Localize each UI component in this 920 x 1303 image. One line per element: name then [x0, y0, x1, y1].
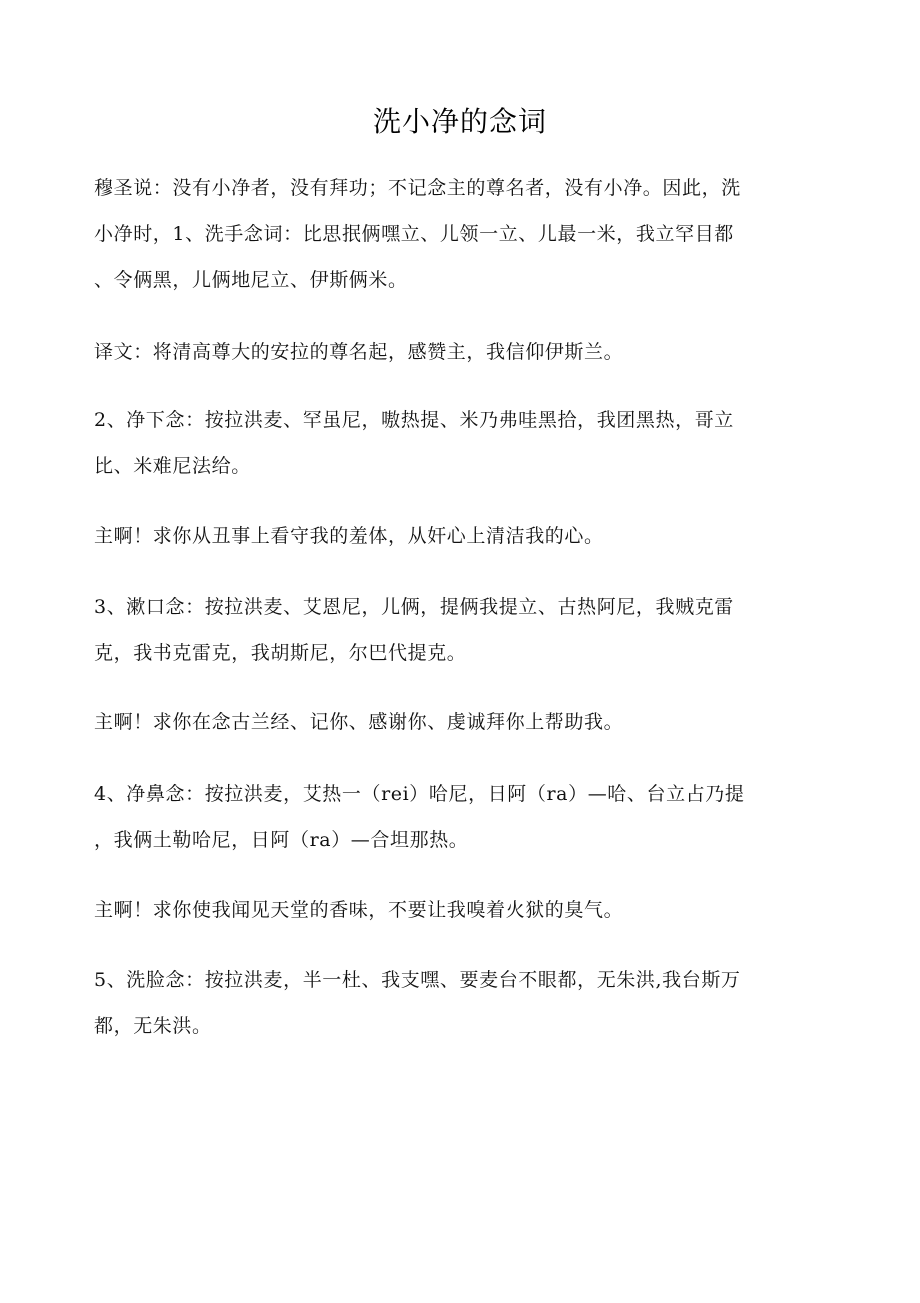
paragraph-line: 克，我书克雷克，我胡斯尼，尔巴代提克。 [94, 642, 467, 664]
paragraph-section-3 [94, 584, 808, 676]
paragraph-translation-1 [94, 329, 808, 375]
paragraph-line: 3、漱口念：按拉洪麦、艾恩尼，儿俩，提俩我提立、古热阿尼，我贼克雷 [94, 596, 734, 618]
paragraph-translation-2 [94, 513, 808, 559]
paragraph-line: 都，无朱洪。 [94, 1015, 212, 1037]
paragraph-section-4 [94, 771, 808, 863]
paragraph-translation-4 [94, 887, 808, 933]
paragraph-line: ，我俩土勒哈尼，日阿（ra）—合坦那热。 [94, 829, 469, 851]
paragraph-line: 主啊！求你使我闻见天堂的香味，不要让我嗅着火狱的臭气。 [94, 899, 624, 921]
paragraph-line: 2、净下念：按拉洪麦、罕虽尼，嗷热提、米乃弗哇黑拾，我团黑热，哥立 [94, 409, 734, 431]
paragraph-line: 5、洗脸念：按拉洪麦，半一杜、我支嘿、要麦台不眼都，无朱洪,我台斯万 [94, 969, 741, 991]
paragraph-line: 小净时，1、洗手念词：比思抿俩嘿立、儿领一立、儿最一米，我立罕目都 [94, 223, 734, 245]
paragraph-line: 主啊！求你在念古兰经、记你、感谢你、虔诚拜你上帮助我。 [94, 711, 624, 733]
paragraph-intro [94, 165, 808, 303]
paragraph-line: 4、净鼻念：按拉洪麦，艾热一（rei）哈尼，日阿（ra）—哈、台立占乃提 [94, 783, 745, 805]
paragraph-section-5 [94, 957, 808, 1049]
document-title: 洗小净的念词 [372, 105, 547, 138]
paragraph-line: 、令俩黑，儿俩地尼立、伊斯俩米。 [94, 269, 408, 291]
paragraph-section-2 [94, 397, 808, 489]
paragraph-line: 比、米难尼法给。 [94, 455, 251, 477]
paragraph-line: 主啊！求你从丑事上看守我的羞体，从奸心上清洁我的心。 [94, 525, 604, 547]
paragraph-line: 穆圣说：没有小净者，没有拜功；不记念主的尊名者，没有小净。因此，洗 [94, 177, 741, 199]
paragraph-translation-3 [94, 699, 808, 745]
paragraph-line: 译文：将清高尊大的安拉的尊名起，感赞主，我信仰伊斯兰。 [94, 341, 624, 363]
